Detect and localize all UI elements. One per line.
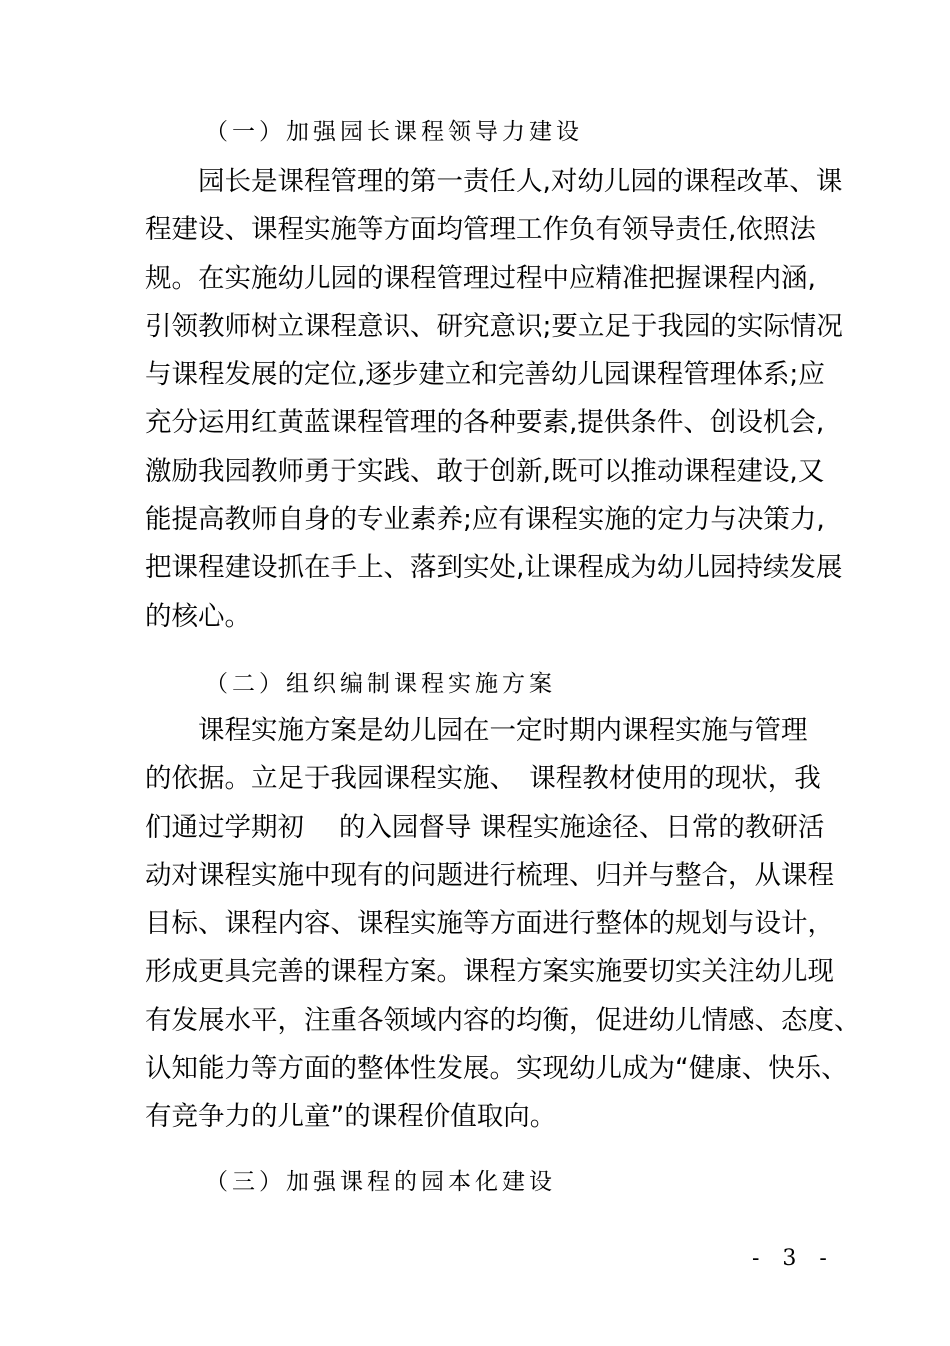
paragraph-line: 规。在实施幼儿园的课程管理过程中应精准把握课程内涵, bbox=[145, 262, 816, 294]
section-1-heading: （一）加强园长课程领导力建设 bbox=[205, 119, 583, 145]
paragraph-line: 能提高教师自身的专业素养;应有课程实施的定力与决策力, bbox=[145, 504, 825, 536]
paragraph-line: 的依据。立足于我园课程实施、 课程教材使用的现状，我 bbox=[145, 763, 821, 795]
section-1-paragraph bbox=[145, 158, 843, 641]
paragraph-line: 与课程发展的定位,逐步建立和完善幼儿园课程管理体系;应 bbox=[145, 359, 825, 391]
paragraph-line: 激励我园教师勇于实践、敢于创新,既可以推动课程建设,又 bbox=[145, 455, 825, 487]
paragraph-line: 课程实施方案是幼儿园在一定时期内课程实施与管理 bbox=[145, 715, 808, 746]
section-2-heading: （二）组织编制课程实施方案 bbox=[205, 671, 556, 697]
paragraph-line: 把课程建设抓在手上、落到实处,让课程成为幼儿园持续发展 bbox=[145, 552, 843, 584]
paragraph-line: 引领教师树立课程意识、研究意识;要立足于我园的实际情况 bbox=[145, 310, 843, 342]
paragraph-line: 程建设、课程实施等方面均管理工作负有领导责任,依照法 bbox=[145, 214, 816, 246]
page-number: - 3 - bbox=[752, 1246, 835, 1271]
paragraph-line: 认知能力等方面的整体性发展。实现幼儿成为“健康、快乐、 bbox=[145, 1053, 848, 1085]
section-2-paragraph bbox=[145, 707, 861, 1142]
section-3-heading: （三）加强课程的园本化建设 bbox=[205, 1169, 556, 1195]
paragraph-line: 的核心。 bbox=[145, 600, 251, 632]
paragraph-line: 充分运用红黄蓝课程管理的各种要素,提供条件、创设机会, bbox=[145, 407, 825, 439]
paragraph-line: 目标、课程内容、课程实施等方面进行整体的规划与设计， bbox=[145, 908, 834, 940]
paragraph-line: 园长是课程管理的第一责任人,对幼儿园的课程改革、课 bbox=[145, 166, 843, 197]
paragraph-line: 有发展水平，注重各领域内容的均衡，促进幼儿情感、态度、 bbox=[145, 1004, 861, 1036]
paragraph-line: 动对课程实施中现有的问题进行梳理、归并与整合，从课程 bbox=[145, 859, 834, 891]
paragraph-line: 有竞争力的儿童”的课程价值取向。 bbox=[145, 1101, 557, 1133]
paragraph-line: 形成更具完善的课程方案。课程方案实施要切实关注幼儿现 bbox=[145, 956, 834, 988]
paragraph-line: 们通过学期初 的入园督导 课程实施途径、日常的教研活 bbox=[145, 811, 825, 843]
